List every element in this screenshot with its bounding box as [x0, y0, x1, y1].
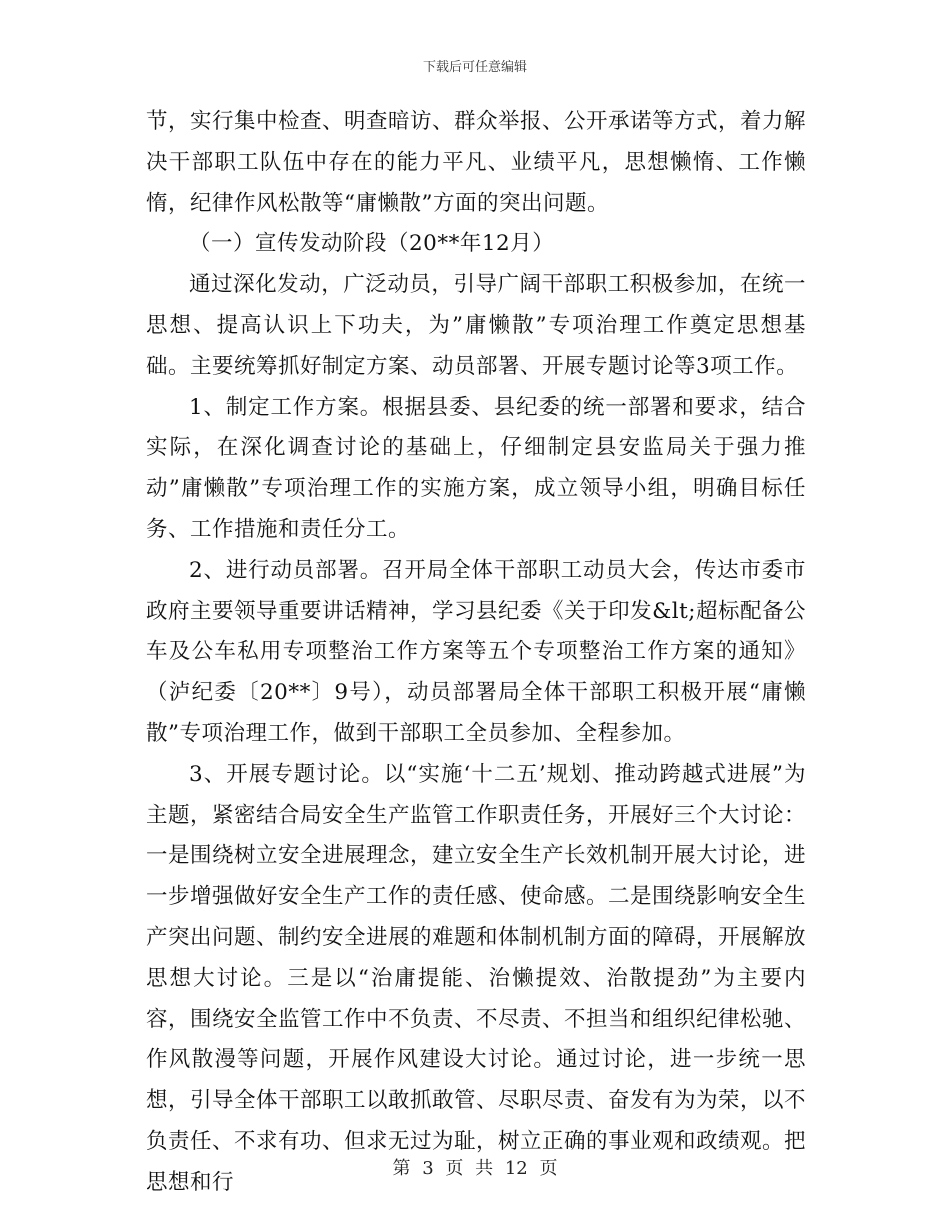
document-body: [146, 102, 806, 1204]
paragraph-item-3: 3、开展专题讨论。以“实施‘十二五’规划、推动跨越式进展”为主题，紧密结合局安全生产监管工作职责任务，开展好三个大讨论：一是围绕树立安全进展理念，建立安全生产长效机制开展大讨论，进一步增强做好安全生产工作的责任感、使命感。二是围绕影响安全生产突出问题、制约安全进展的难题和体制机制方面的障碍，开展解放思想大讨论。三是以“治庸提能、治懒提效、治散提劲”为主要内容，围绕安全监管工作中不负责、不尽责、不担当和组织纪律松驰、作风散漫等问题，开展作风建设大讨论。通过讨论，进一步统一思想，引导全体干部职工以敢抓敢管、尽职尽责、奋发有为为荣，以不负责任、不求有功、但求无过为耻，树立正确的事业观和政绩观。把思想和行: [146, 761, 807, 1195]
paragraph-continuation: 节，实行集中检查、明查暗访、群众举报、公开承诺等方式，着力解决干部职工队伍中存在的能力平凡、业绩平凡，思想懒惰、工作懒惰，纪律作风松散等“庸懒散”方面的突出问题。: [146, 109, 807, 216]
page-footer: 第 3 页 共 12 页: [392, 1158, 558, 1179]
paragraph-intro: 通过深化发动，广泛动员，引导广阔干部职工积极参加，在统一思想、提高认识上下功夫，为”庸懒散”专项治理工作奠定思想基础。主要统筹抓好制定方案、动员部署、开展专题讨论等3项工作。: [146, 272, 806, 379]
section-heading: （一）宣传发动阶段（20**年12月）: [189, 231, 555, 257]
paragraph-item-2: 2、进行动员部署。召开局全体干部职工动员大会，传达市委市政府主要领导重要讲话精神，学习县纪委《关于印发&lt;超标配备公车及公车私用专项整治工作方案等五个专项整治工作方案的通知》（泸纪委〔20**〕9号），动员部署局全体干部职工积极开展“庸懒散”专项治理工作，做到干部职工全员参加、全程参加。: [146, 557, 806, 746]
page-header: 下载后可任意编辑: [422, 60, 527, 75]
paragraph-item-1: 1、制定工作方案。根据县委、县纪委的统一部署和要求，结合实际，在深化调查讨论的基础上，仔细制定县安监局关于强力推动”庸懒散”专项治理工作的实施方案，成立领导小组，明确目标任务、工作措施和责任分工。: [146, 394, 806, 542]
